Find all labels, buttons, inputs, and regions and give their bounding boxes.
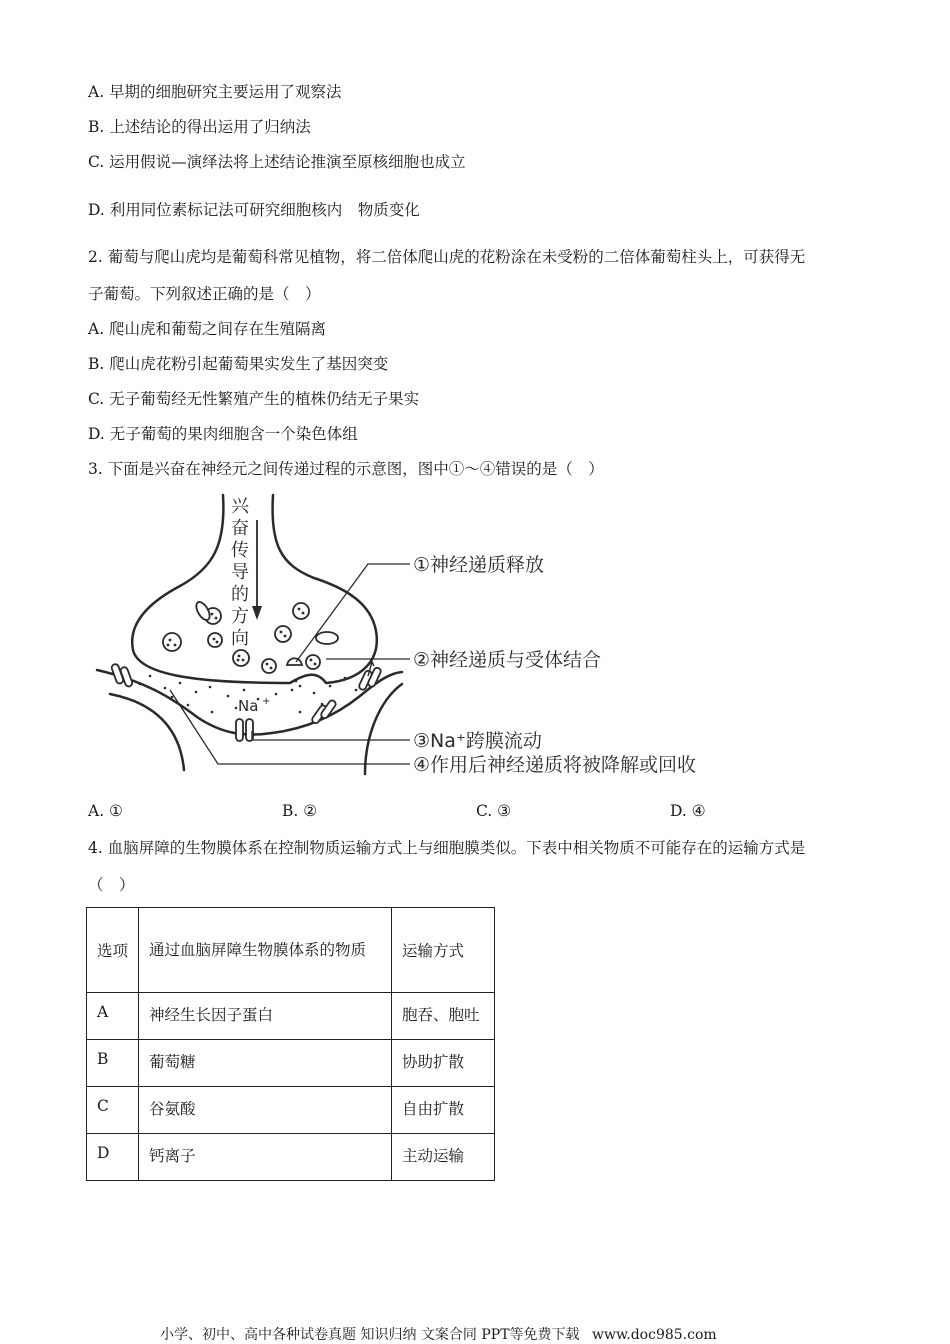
q3-option-d: D. ④ <box>670 802 706 820</box>
direction-char: 兴 <box>231 496 249 517</box>
table-cell: 谷氨酸 <box>139 1087 392 1134</box>
q2-option-d: D. 无子葡萄的果肉细胞含一个染色体组 <box>88 425 358 443</box>
vesicle <box>233 650 249 666</box>
direction-label <box>231 496 250 649</box>
table-cell: 神经生长因子蛋白 <box>139 993 392 1040</box>
table-header-cell: 运输方式 <box>392 908 495 993</box>
vesicle <box>262 659 276 673</box>
vesicle <box>163 633 181 651</box>
q2-option-a: A. 爬山虎和葡萄之间存在生殖隔离 <box>88 320 327 338</box>
table-cell: A <box>87 993 139 1040</box>
q3-options <box>88 802 868 824</box>
table-cell: D <box>87 1134 139 1181</box>
q3-option-a: A. ① <box>88 802 123 820</box>
table-cell: 钙离子 <box>139 1134 392 1181</box>
table-cell: 协助扩散 <box>392 1040 495 1087</box>
table-row <box>87 1087 495 1134</box>
direction-char: 的 <box>231 584 249 605</box>
table-cell: 葡萄糖 <box>139 1040 392 1087</box>
table-row <box>87 993 495 1040</box>
callout-3: ③Na⁺跨膜流动 <box>413 730 542 752</box>
na-ion-charge: + <box>262 696 271 707</box>
direction-char: 传 <box>231 540 249 561</box>
direction-char: 奋 <box>231 518 249 539</box>
table-row <box>87 1134 495 1181</box>
table-cell: 胞吞、胞吐 <box>392 993 495 1040</box>
q1-option-b: B. 上述结论的得出运用了归纳法 <box>88 118 311 136</box>
callout-4: ④作用后神经递质将被降解或回收 <box>413 754 697 776</box>
footer-text: 小学、初中、高中各种试卷真题 知识归纳 文案合同 PPT等免费下载 <box>160 1327 580 1343</box>
table-row <box>87 1040 495 1087</box>
q4-stem-line2: （ ） <box>88 876 135 894</box>
postsynaptic-wall-left <box>110 694 184 770</box>
q3-stem: 3. 下面是兴奋在神经元之间传递过程的示意图，图中①～④错误的是（ ） <box>88 460 604 478</box>
q2-stem-line1: 2. 葡萄与爬山虎均是葡萄科常见植物，将二倍体爬山虎的花粉涂在未受粉的二倍体葡萄柱头上，可获得无 <box>88 248 806 266</box>
q2-option-c: C. 无子葡萄经无性繁殖产生的植株仍结无子果实 <box>88 390 420 408</box>
footer-url[interactable]: www.doc985.com <box>591 1327 717 1343</box>
vesicle <box>208 633 222 647</box>
direction-char: 导 <box>231 562 249 583</box>
mitochondrion <box>316 632 338 644</box>
table-cell: 主动运输 <box>392 1134 495 1181</box>
na-ion-label: Na <box>238 697 259 715</box>
q3-option-b: B. ② <box>282 802 318 820</box>
vesicle <box>293 603 309 619</box>
table-cell: 自由扩散 <box>392 1087 495 1134</box>
q2-stem-line2: 子葡萄。下列叙述正确的是（ ） <box>88 285 321 303</box>
direction-char: 方 <box>231 606 249 627</box>
table-cell: B <box>87 1040 139 1087</box>
callout-2: ②神经递质与受体结合 <box>413 649 602 671</box>
q4-stem-line1: 4. 血脑屏障的生物膜体系在控制物质运输方式上与细胞膜类似。下表中相关物质不可能存在的运输方式是 <box>88 839 806 857</box>
table-header-row <box>87 908 495 993</box>
q1-option-c: C. 运用假说—演绎法将上述结论推演至原核细胞也成立 <box>88 153 466 171</box>
table-cell: C <box>87 1087 139 1134</box>
callout-1: ①神经递质释放 <box>413 554 545 576</box>
table-header-cell: 通过血脑屏障生物膜体系的物质 <box>139 908 392 993</box>
q3-option-c: C. ③ <box>476 802 512 820</box>
page-footer <box>160 1324 725 1344</box>
vesicle <box>275 626 291 642</box>
vesicle <box>306 655 320 669</box>
direction-char: 向 <box>231 628 249 649</box>
postsynaptic-wall-right <box>365 684 402 774</box>
q2-option-b: B. 爬山虎花粉引起葡萄果实发生了基因突变 <box>88 355 389 373</box>
na-channel <box>236 719 243 741</box>
transport-table <box>86 907 495 1181</box>
q1-option-a: A. 早期的细胞研究主要运用了观察法 <box>88 83 342 101</box>
presynaptic-membrane <box>132 495 377 683</box>
table-header-cell: 选项 <box>87 908 139 993</box>
vesicle-fusing <box>287 658 302 665</box>
q1-option-d: D. 利用同位素标记法可研究细胞核内 物质变化 <box>88 201 420 219</box>
